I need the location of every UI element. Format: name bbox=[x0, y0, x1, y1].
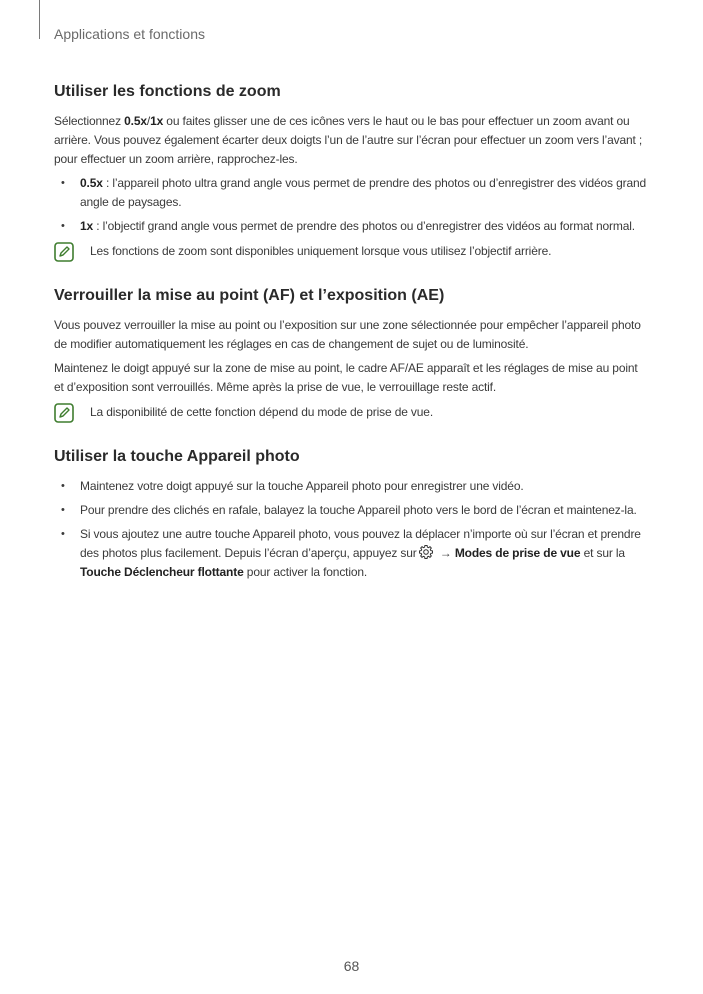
zoom-paragraph bbox=[54, 112, 650, 169]
note-icon bbox=[54, 242, 74, 262]
page-content bbox=[54, 82, 650, 587]
zoom-05x-label: 0.5x bbox=[124, 114, 147, 128]
gear-icon bbox=[418, 544, 434, 560]
list-item-term: 1x bbox=[80, 219, 94, 233]
list-item-text: : l’appareil photo ultra grand angle vous permet de prendre des photos ou d’enregistrer des vidéos grand angle de paysages. bbox=[80, 176, 647, 209]
list-item-text: : l’objectif grand angle vous permet de prendre des photos ou d’enregistrer des vidéos au format normal. bbox=[93, 219, 635, 233]
list-item bbox=[54, 174, 650, 212]
arrow-text: → bbox=[436, 546, 455, 560]
list-item bbox=[54, 501, 650, 520]
page-number: 68 bbox=[343, 958, 360, 974]
note-icon bbox=[54, 403, 74, 423]
bullet: • bbox=[61, 528, 65, 540]
bullet: • bbox=[61, 480, 65, 492]
bullet: • bbox=[61, 177, 65, 189]
zoom-text-pre: Sélectionnez bbox=[54, 114, 125, 128]
note-text: Les fonctions de zoom sont disponibles uniquement lorsque vous utilisez l’objectif arrière. bbox=[90, 244, 552, 258]
list-item bbox=[54, 217, 650, 236]
bullet: • bbox=[61, 220, 65, 232]
list-item-text: pour activer la fonction. bbox=[243, 565, 368, 579]
menu-path-modes: Modes de prise de vue bbox=[454, 546, 581, 560]
menu-path-floating-shutter: Touche Déclencheur flottante bbox=[80, 565, 244, 579]
shutter-list bbox=[54, 477, 650, 582]
zoom-separator: / bbox=[146, 114, 151, 128]
list-item-text: Pour prendre des clichés en rafale, balayez la touche Appareil photo vers le bord de l’écran et maintenez-la. bbox=[80, 503, 637, 517]
list-item bbox=[54, 525, 650, 582]
af-note bbox=[54, 403, 650, 423]
zoom-heading: Utiliser les fonctions de zoom bbox=[54, 83, 281, 100]
list-item-text: et sur la bbox=[580, 546, 625, 560]
bullet: • bbox=[61, 504, 65, 516]
page-header: Applications et fonctions bbox=[54, 26, 205, 42]
shutter-section bbox=[54, 447, 650, 582]
shutter-heading: Utiliser la touche Appareil photo bbox=[54, 448, 300, 465]
zoom-section bbox=[54, 82, 650, 262]
list-item-term: 0.5x bbox=[80, 176, 103, 190]
header-rule bbox=[39, 0, 40, 39]
list-item-text: Si vous ajoutez une autre touche Appareil photo, vous pouvez la déplacer n’importe où sur l’écran et prendre des photos plus facilement. Depuis l’écran d’aperçu, appuyez sur bbox=[80, 527, 641, 560]
zoom-note bbox=[54, 242, 650, 262]
af-section bbox=[54, 286, 650, 423]
af-heading: Verrouiller la mise au point (AF) et l’exposition (AE) bbox=[54, 287, 445, 304]
list-item-text: Maintenez votre doigt appuyé sur la touche Appareil photo pour enregistrer une vidéo. bbox=[80, 479, 524, 493]
list-item bbox=[54, 477, 650, 496]
af-paragraph-2: Maintenez le doigt appuyé sur la zone de mise au point, le cadre AF/AE apparaît et les réglages de mise au point et d’exposition sont verrouillés. Même après la prise de vue, le verrouillage reste actif. bbox=[54, 361, 638, 394]
zoom-1x-label: 1x bbox=[150, 114, 164, 128]
af-paragraph-1: Vous pouvez verrouiller la mise au point ou l’exposition sur une zone sélectionnée pour empêcher l’appareil photo de modifier automatiquement les réglages en cas de changement de sujet ou de luminosité. bbox=[54, 318, 641, 351]
zoom-text-post: ou faites glisser une de ces icônes vers le haut ou le bas pour effectuer un zoom avant ou arrière. Vous pouvez également écarter deux doigts l’un de l’autre sur l’écran pour effectuer un zoom vers l’avant ; pour effectuer un zoom arrière, rapprochez-les. bbox=[54, 114, 643, 166]
note-text: La disponibilité de cette fonction dépend du mode de prise de vue. bbox=[90, 405, 434, 419]
zoom-list bbox=[54, 174, 650, 236]
